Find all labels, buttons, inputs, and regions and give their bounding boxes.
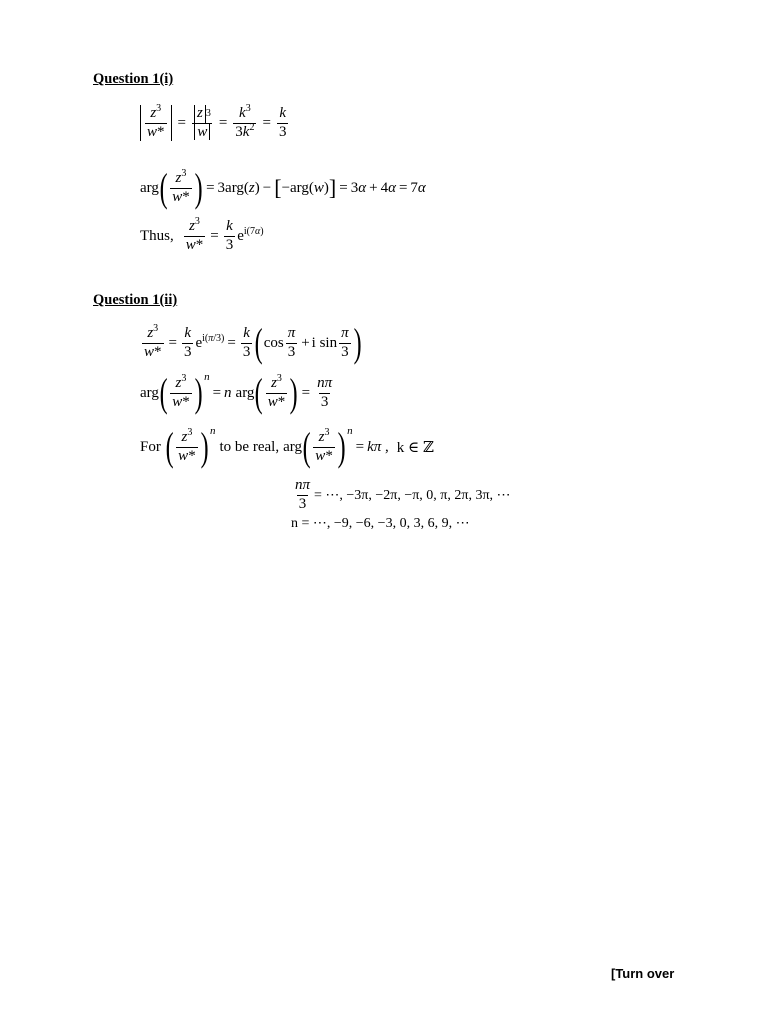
- argument-equation: arg ( $\frac{z^3}{w*}$ ) = 3arg(z) − [ −arg(w) ] = 3α + 4α = 7α: [140, 165, 426, 210]
- n-pi-values-equation: $\frac{n\pi}{3}$ = ⋯, −3π, −2π, −π, 0, π, 2π, 3π, ⋯: [295, 477, 511, 512]
- thus-equation: Thus, $\frac{z^3}{w*}$ = $\frac{k}{3}$ $e^{i(7\alpha)}$: [140, 216, 264, 253]
- real-condition-equation: For ( $\frac{z^3}{w*}$ ) n to be real, arg ( $\frac{z^3}{w*}$ ) n = kπ , k ∈ ℤ: [140, 424, 434, 469]
- modulus-equation: $\frac{z^3}{w*}$ = z 3 w = $\frac{k^3}{3k^2}$ = $\frac{k}{3}$: [138, 100, 290, 146]
- to-be-real-label: to be real,: [219, 438, 280, 455]
- turn-over-label: [Turn over: [611, 966, 675, 981]
- n-values: n = ⋯, −9, −6, −3, 0, 3, 6, 9, ⋯: [291, 515, 470, 531]
- k-integer-set: k ∈ ℤ: [396, 439, 434, 456]
- for-label: For: [140, 438, 161, 455]
- question-1ii-heading: Question 1(ii): [93, 292, 178, 308]
- power-argument-equation: arg ( $\frac{z^3}{w*}$ ) n = n arg ( $\frac{z^3}{w*}$ ) = $\frac{n\pi}{3}$: [140, 370, 333, 415]
- n-pi-values: = ⋯, −3π, −2π, −π, 0, π, 2π, 3π, ⋯: [314, 487, 511, 503]
- n-values-equation: [291, 512, 470, 534]
- polar-form-equation: $\frac{z^3}{w*}$ = $\frac{k}{3}$ $e^{i(\pi/3)}$ = $\frac{k}{3}$ ( cos $\frac{\pi}{3}$ + i sin $\frac{\pi}{3}$ ): [144, 320, 362, 365]
- question-1i-heading: Question 1(i): [93, 71, 174, 87]
- thus-label: Thus,: [140, 227, 174, 244]
